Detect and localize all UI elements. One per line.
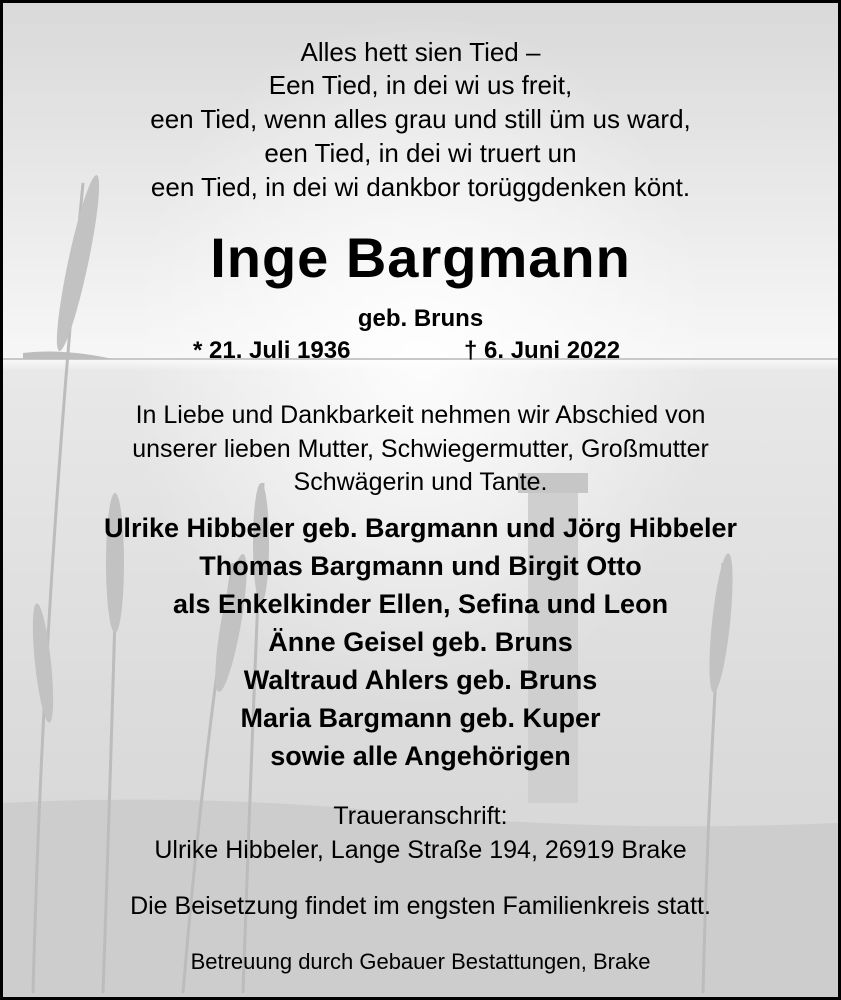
undertaker-note: Betreuung durch Gebauer Bestattungen, Brake <box>190 949 651 974</box>
death-date: † 6. Juni 2022 <box>464 337 621 364</box>
funeral-note: Die Beisetzung findet im engsten Familienkreis statt. <box>130 892 711 920</box>
birth-date: * 21. Juli 1936 <box>193 337 351 364</box>
mourner-line: Änne Geisel geb. Bruns <box>268 627 573 657</box>
mourner-line: sowie alle Angehörigen <box>270 741 571 771</box>
address-label: Traueranschrift: <box>333 802 508 830</box>
farewell-line: In Liebe und Dankbarkeit nehmen wir Abschied von <box>135 401 706 429</box>
poem-line: een Tied, in dei wi truert un <box>264 138 577 168</box>
farewell-line: unserer lieben Mutter, Schwiegermutter, Großmutter <box>132 435 709 463</box>
maiden-name: geb. Bruns <box>357 305 484 332</box>
mourner-line: Ulrike Hibbeler geb. Bargmann und Jörg Hibbeler <box>103 513 738 543</box>
mourner-line: Thomas Bargmann und Birgit Otto <box>199 551 642 581</box>
mourner-line: als Enkelkinder Ellen, Sefina und Leon <box>172 589 669 619</box>
deceased-name: Inge Bargmann <box>210 226 631 289</box>
obituary-content <box>3 3 838 997</box>
poem-line: Een Tied, in dei wi us freit, <box>268 70 573 100</box>
mourner-line: Waltraud Ahlers geb. Bruns <box>243 665 598 695</box>
mourner-line: Maria Bargmann geb. Kuper <box>240 703 601 733</box>
life-dates <box>3 337 838 371</box>
poem-line: een Tied, wenn alles grau und still üm us ward, <box>150 104 691 134</box>
address-value: Ulrike Hibbeler, Lange Straße 194, 26919 Brake <box>154 836 687 864</box>
poem-line: een Tied, in dei wi dankbor torüggdenken könt. <box>150 172 691 202</box>
poem-line: Alles hett sien Tied – <box>300 37 541 67</box>
farewell-line: Schwägerin und Tante. <box>293 468 548 496</box>
